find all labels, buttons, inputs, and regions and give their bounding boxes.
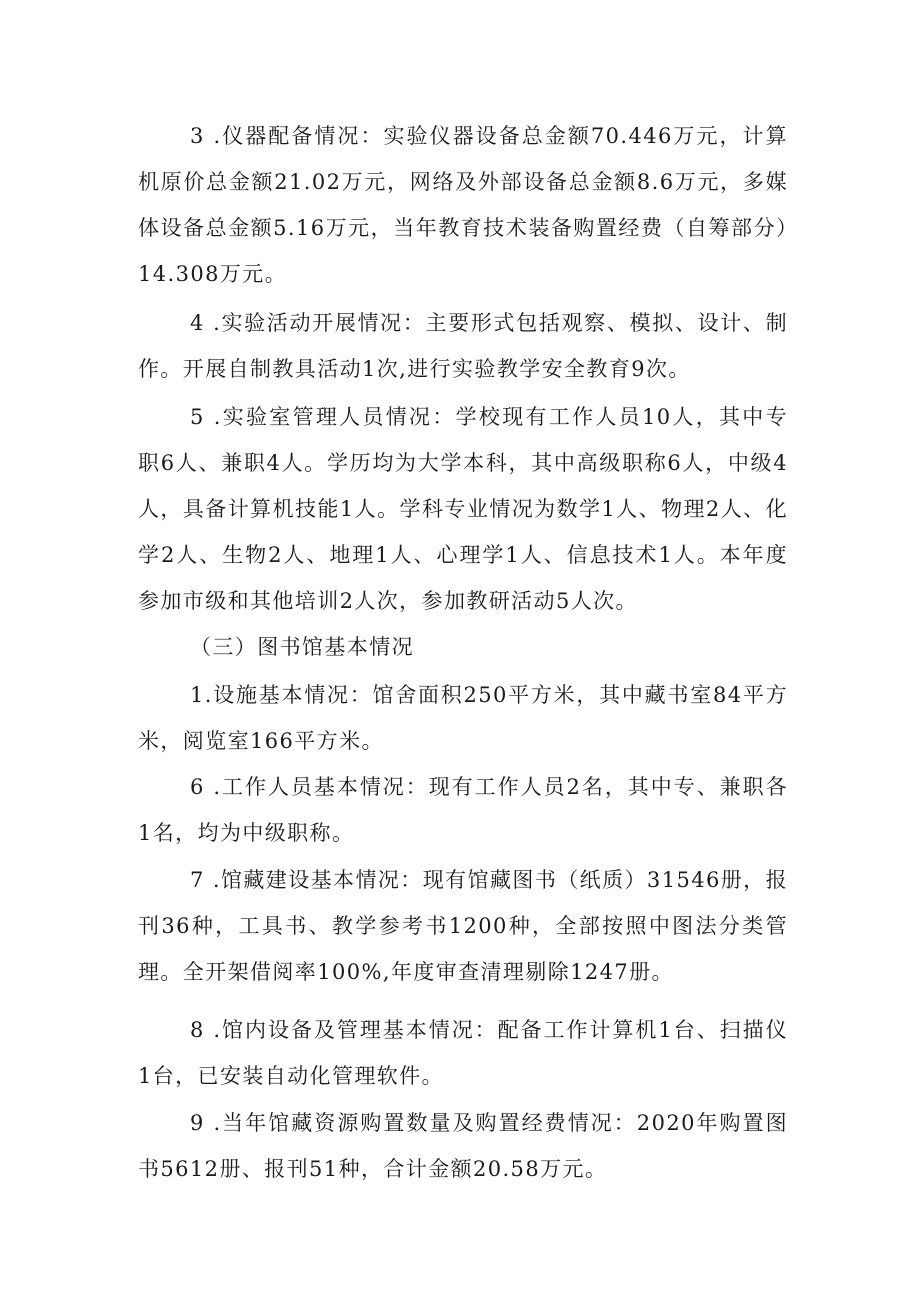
paragraph-library-facilities: 1.设施基本情况：馆舍面积250平方米，其中藏书室84平方米，阅览室166平方米。 [138,683,788,753]
paragraph-lab-staff: 5 .实验室管理人员情况：学校现有工作人员10人，其中专职6人、兼职4人。学历均为大学本科，其中高级职称6人，中级4人，具备计算机技能1人。学科专业情况为数学1人、物理2人、化学2人、生物2人、地理1人、心理学1人、信息技术1人。本年度参加市级和其他培训2人次，参加教研活动5人次。 [138,405,788,613]
paragraph-library-equipment: 8 .馆内设备及管理基本情况：配备工作计算机1台、扫描仪1台，已安装自动化管理软件。 [138,1018,788,1088]
paragraph-library-staff: 6 .工作人员基本情况：现有工作人员2名，其中专、兼职各1名，均为中级职称。 [138,775,788,845]
paragraph-library-collection: 7 .馆藏建设基本情况：现有馆藏图书（纸质）31546册，报刊36种，工具书、教学参考书1200种，全部按照中图法分类管理。全开架借阅率100%,年度审查清理剔除1247册。 [138,868,788,984]
paragraph-instrument-equipment: 3 .仪器配备情况：实验仪器设备总金额70.446万元，计算机原价总金额21.02万元，网络及外部设备总金额8.6万元，多媒体设备总金额5.16万元，当年教育技术装备购置经费（自筹部分）14.308万元。 [138,124,788,286]
paragraph-library-purchases: 9 .当年馆藏资源购置数量及购置经费情况：2020年购置图书5612册、报刊51种，合计金额20.58万元。 [138,1111,788,1181]
section-heading-library: （三）图书馆基本情况 [190,635,414,659]
paragraph-experiment-activities: 4 .实验活动开展情况：主要形式包括观察、模拟、设计、制作。开展自制教具活动1次,进行实验教学安全教育9次。 [138,311,788,381]
